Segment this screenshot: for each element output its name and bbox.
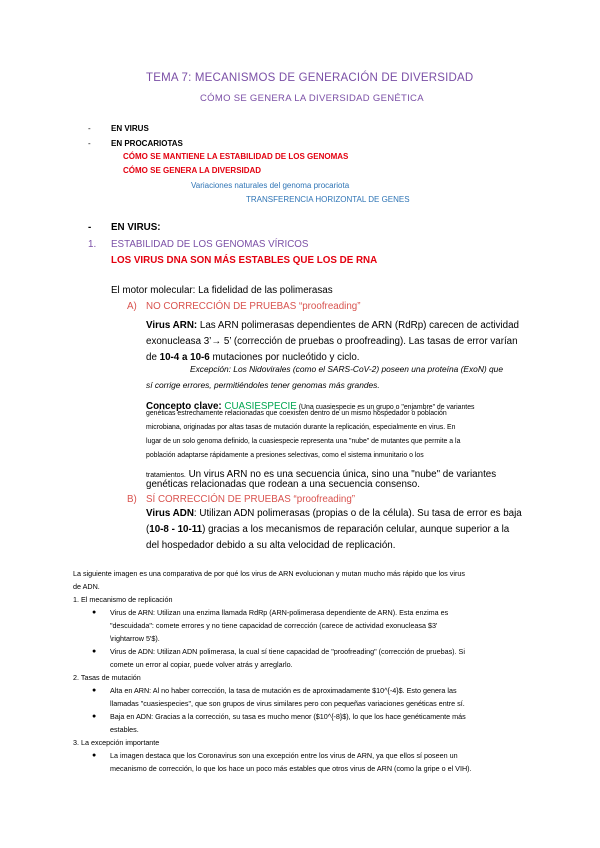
arn-line-1: Virus ARN: Las ARN polimerasas dependientes de ARN (RdRp) carecen de actividad: [146, 320, 520, 331]
summary-heading-2: 2. Tasas de mutación: [73, 673, 141, 682]
bullet-2: ●: [92, 648, 97, 655]
bullet-3-line-2: llamadas "cuasiespecies", que son grupos de virus similares pero con pequeñas variaciones genéticas entre sí.: [110, 699, 465, 708]
concept-line-3: microbiana, originadas por altas tasas de mutación durante la replicación, especialmente en virus. En: [146, 424, 456, 431]
bullet-5: ●: [92, 752, 97, 759]
arn-rate: 10-4 a 10-6: [159, 352, 210, 363]
bullet-5-line-2: mecanismo de corrección, lo que los hace un poco más estables que otros virus de ARN (como la gripe o el VIH).: [110, 764, 472, 773]
bullet-1-line-2: "descuidada": comete errores y no tiene capacidad de corrección (carece de actividad exonucleasa $3': [110, 621, 438, 630]
summary-intro-1: La siguiente imagen es una comparativa de por qué los virus de ARN evolucionan y mutan mucho más rápido que los virus: [73, 569, 465, 578]
arn-line-2: exonucleasa 3’→ 5’ (corrección de pruebas o proofreading). Las tasas de error varían: [146, 336, 518, 347]
bullet-4: ●: [92, 713, 97, 720]
exception-line-1: Excepción: Los Nidovirales (como el SARS-CoV-2) poseen una proteína (ExoN) que: [190, 364, 503, 374]
bullet-1-line-3: \rightarrow 5'$).: [110, 634, 160, 643]
concept-line-6: tratamientos. Un virus ARN no es una secuencia única, sino una "nube" de variantes: [146, 469, 497, 480]
section-heading: EN VIRUS:: [111, 222, 161, 233]
adn-rate: 10-8 - 10-11: [149, 524, 203, 535]
index-sub-diversity: CÓMO SE GENERA LA DIVERSIDAD: [123, 166, 262, 175]
summary-intro-2: de ADN.: [73, 582, 100, 591]
motor-heading: El motor molecular: La fidelidad de las polimerasas: [111, 285, 333, 296]
index-sub-transfer: TRANSFERENCIA HORIZONTAL DE GENES: [246, 195, 410, 204]
a-title: NO CORRECCIÓN DE PRUEBAS “proofreading”: [146, 301, 361, 312]
index-sub-stability: CÓMO SE MANTIENE LA ESTABILIDAD DE LOS GENOMAS: [123, 152, 349, 161]
bullet-4-line-2: estables.: [110, 725, 139, 734]
bullet-1: ●: [92, 609, 97, 616]
index-dash-2: -: [88, 139, 91, 148]
adn-label: Virus ADN: [146, 508, 194, 519]
b-title: SÍ CORRECCIÓN DE PRUEBAS “proofreading”: [146, 494, 356, 505]
bullet-5-line-1: La imagen destaca que los Coronavirus son una excepción entre los virus de ARN, ya que ellos sí poseen un: [110, 751, 458, 760]
index-dash-1: -: [88, 124, 91, 133]
bullet-2-line-1: Virus de ADN: Utilizan ADN polimerasa, la cual sí tiene capacidad de "proofreading" (corrección de pruebas). Si: [110, 647, 465, 656]
exception-label: Excepción:: [190, 364, 231, 374]
page-subtitle: CÓMO SE GENERA LA DIVERSIDAD GENÉTICA: [200, 93, 424, 104]
adn-line-2: (10-8 - 10-11) gracias a los mecanismos de reparación celular, aunque superior a la: [146, 524, 510, 535]
concept-line-5: población adaptarse rápidamente a presiones selectivas, como el sistema inmunitario o los: [146, 452, 424, 459]
concept-line-1: Concepto clave: CUASIESPECIE (Una cuasiespecie es un grupo o "enjambre" de variantes: [146, 401, 475, 412]
bullet-4-line-1: Baja en ADN: Gracias a la corrección, su tasa es mucho menor ($10^{-8}$), lo que los hace genéticamente más: [110, 712, 466, 721]
adn-line-1: Virus ADN: Utilizan ADN polimerasas (propias o de la célula). Su tasa de error es baja: [146, 508, 522, 519]
adn-line-3: del hospedador debido a su alta velocidad de replicación.: [146, 540, 396, 551]
b-letter: B): [127, 494, 137, 505]
summary-heading-3: 3. La excepción importante: [73, 738, 160, 747]
bullet-3-line-1: Alta en ARN: Al no haber corrección, la tasa de mutación es de aproximadamente $10^{-4}$. Esto genera las: [110, 686, 457, 695]
index-item-prokaryotes: EN PROCARIOTAS: [111, 139, 183, 148]
bullet-3: ●: [92, 687, 97, 694]
summary-heading-1: 1. El mecanismo de replicación: [73, 595, 173, 604]
arn-line-3: de 10-4 a 10-6 mutaciones por nucleótido y ciclo.: [146, 352, 360, 363]
index-item-virus: EN VIRUS: [111, 124, 149, 133]
concept-label: Concepto clave:: [146, 401, 225, 412]
index-sub-variations: Variaciones naturales del genoma procariota: [191, 181, 350, 190]
a-letter: A): [127, 301, 137, 312]
item1-title: ESTABILIDAD DE LOS GENOMAS VÍRICOS: [111, 239, 309, 250]
item1-number: 1.: [88, 239, 97, 250]
bullet-1-line-1: Virus de ARN: Utilizan una enzima llamada RdRp (ARN-polimerasa dependiente de ARN). Esta enzima es: [110, 608, 449, 617]
red-statement: LOS VIRUS DNA SON MÁS ESTABLES QUE LOS DE RNA: [111, 255, 378, 266]
concept-line-4: lugar de un solo genoma definido, la cuasiespecie representa una "nube" de mutantes que permite a la: [146, 438, 461, 445]
page-title: TEMA 7: MECANISMOS DE GENERACIÓN DE DIVERSIDAD: [146, 72, 474, 84]
exception-line-2: sí corrige errores, permitiéndoles tener genomas más grandes.: [146, 380, 380, 390]
concept-line-7: genéticas relacionadas que rodean a una secuencia consenso.: [146, 479, 420, 490]
arn-label: Virus ARN:: [146, 320, 198, 331]
section-dash: -: [88, 222, 92, 233]
bullet-2-line-2: comete un error al copiar, puede volver atrás y arreglarlo.: [110, 660, 293, 669]
concept-term: CUASIESPECIE: [224, 401, 297, 412]
concept-line-2: genéticas estrechamente relacionadas que coexisten dentro de un mismo hospedador o población: [146, 410, 447, 417]
